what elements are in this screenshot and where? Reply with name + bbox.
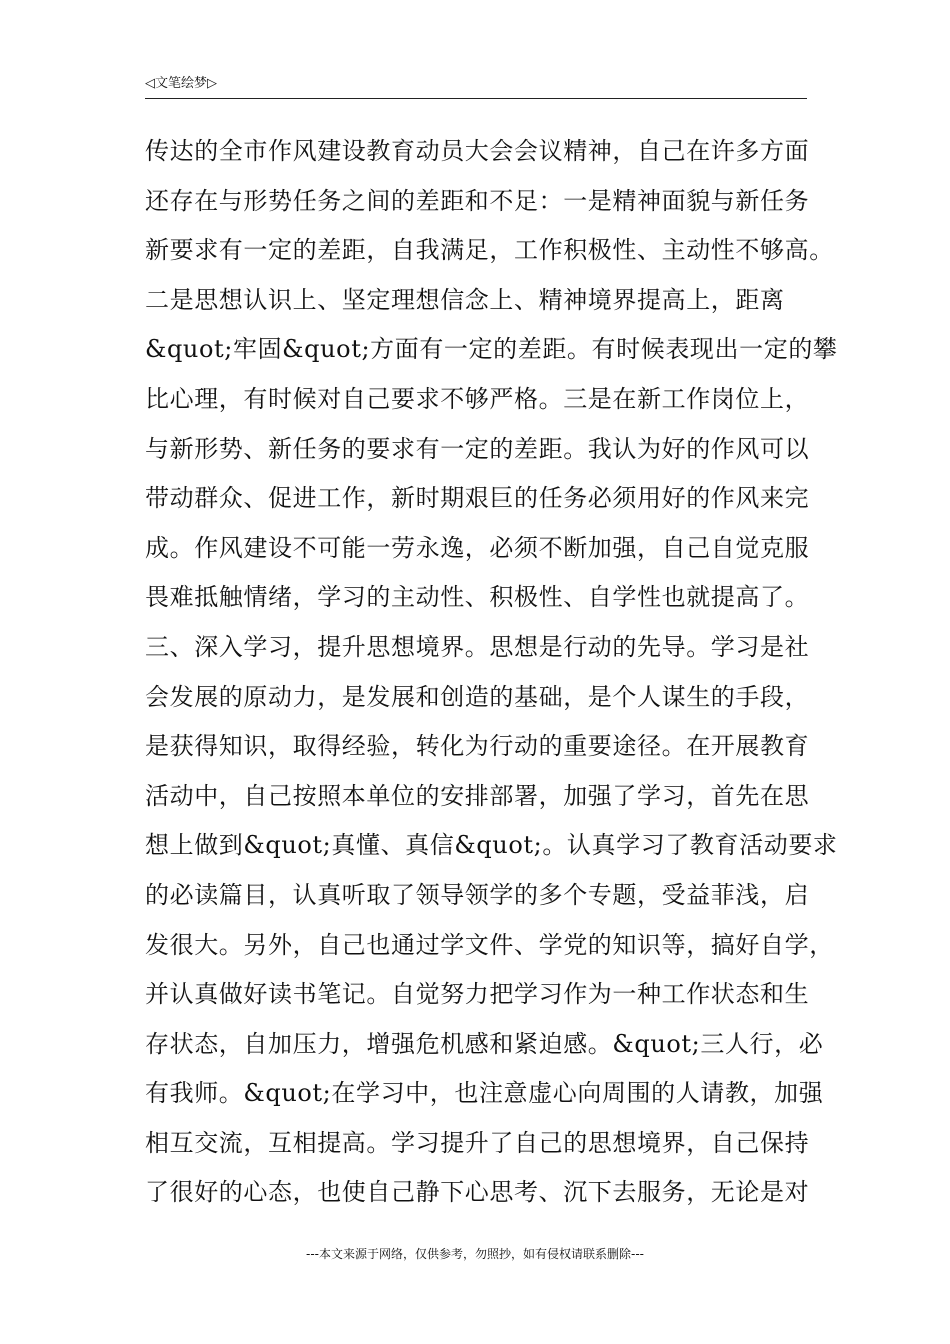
right-triangle-icon: ▷ — [207, 76, 218, 91]
body-line: 二是思想认识上、坚定理想信念上、精神境界提高上，距离 — [145, 285, 785, 314]
page-header — [145, 74, 807, 99]
body-line: 传达的全市作风建设教育动员大会会议精神，自己在许多方面 — [145, 137, 810, 165]
body-line: 成。作风建设不可能一劳永逸，必须不断加强，自己自觉克服 — [145, 533, 810, 562]
body-line: 还存在与形势任务之间的差距和不足：一是精神面貌与新任务 — [145, 186, 810, 215]
body-line: 与新形势、新任务的要求有一定的差距。我认为好的作风可以 — [145, 434, 810, 463]
body-line: 相互交流，互相提高。学习提升了自己的思想境界，自己保持 — [145, 1128, 810, 1157]
body-line: 了很好的心态，也使自己静下心思考、沉下去服务，无论是对 — [145, 1178, 810, 1207]
body-line: 带动群众、促进工作，新时期艰巨的任务必须用好的作风来完 — [145, 484, 810, 513]
header-brand-text: 文笔绘梦 — [155, 76, 208, 91]
body-line: 新要求有一定的差距，自我满足，工作积极性、主动性不够高。 — [145, 236, 834, 265]
body-line: 想上做到&quot;真懂、真信&quot;。认真学习了教育活动要求 — [145, 831, 838, 860]
body-line: &quot;牢固&quot;方面有一定的差距。有时候表现出一定的攀 — [145, 335, 838, 364]
body-line: 并认真做好读书笔记。自觉努力把学习作为一种工作状态和生 — [145, 980, 810, 1009]
body-line: 的必读篇目，认真听取了领导领学的多个专题，受益菲浅，启 — [145, 880, 810, 909]
body-line: 发很大。另外，自己也通过学文件、学党的知识等，搞好自学， — [145, 930, 834, 959]
body-line: 是获得知识，取得经验，转化为行动的重要途径。在开展教育 — [145, 732, 810, 761]
body-line: 会发展的原动力，是发展和创造的基础，是个人谋生的手段， — [145, 682, 810, 711]
page-footer: ---本文来源于网络，仅供参考，勿照抄，如有侵权请联系删除--- — [306, 1247, 644, 1261]
body-line: 比心理，有时候对自己要求不够严格。三是在新工作岗位上， — [145, 384, 810, 413]
document-body — [145, 131, 838, 1222]
left-triangle-icon: ◁ — [145, 76, 155, 91]
header-brand — [145, 76, 217, 92]
body-line: 活动中，自己按照本单位的安排部署，加强了学习，首先在思 — [145, 781, 810, 810]
body-line: 有我师。&quot;在学习中，也注意虚心向周围的人请教，加强 — [145, 1079, 824, 1108]
body-line: 畏难抵触情绪，学习的主动性、积极性、自学性也就提高了。 — [145, 583, 810, 612]
body-line: 存状态，自加压力，增强危机感和紧迫感。&quot;三人行，必 — [145, 1029, 824, 1058]
body-line: 三、深入学习，提升思想境界。思想是行动的先导。学习是社 — [145, 632, 810, 661]
